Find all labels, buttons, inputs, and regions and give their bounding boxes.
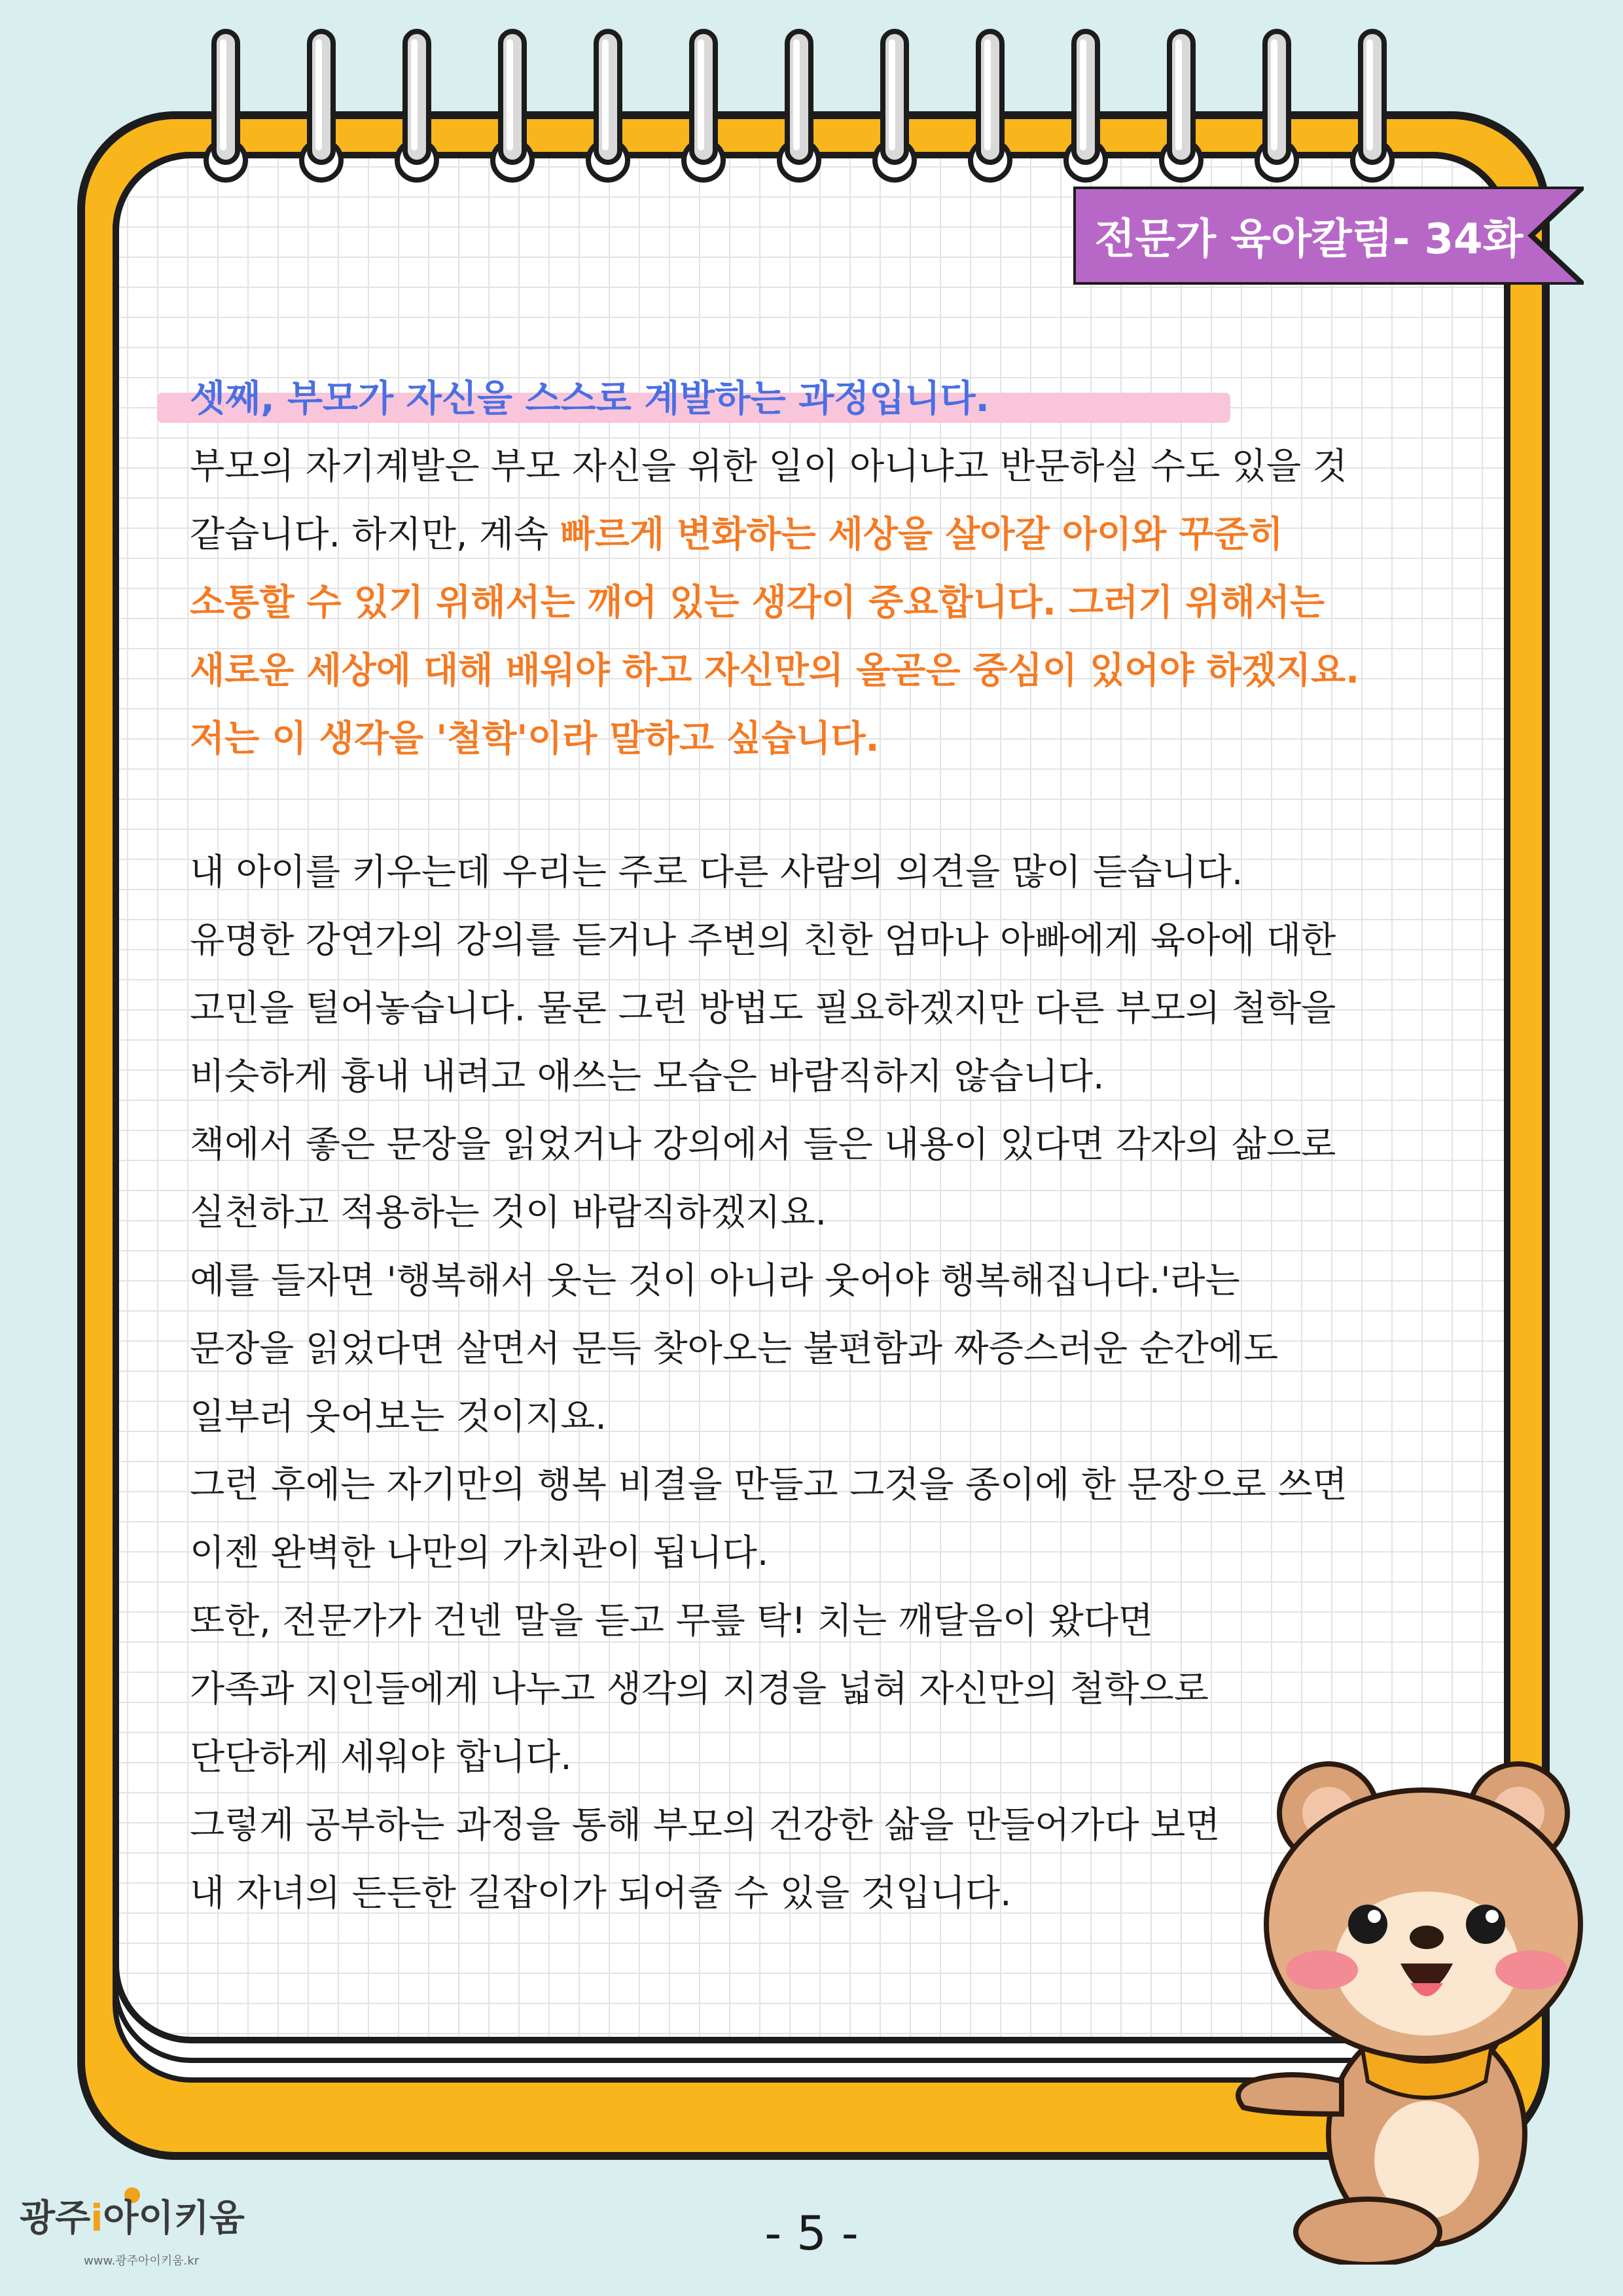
section-heading-wrap [190, 367, 1433, 432]
spiral-ring-icon [579, 26, 637, 190]
paragraph-gap [190, 772, 1433, 838]
spiral-rings [196, 26, 1427, 190]
brand-url: www.광주아이키움.kr [84, 2254, 200, 2268]
body-line: 유명한 강연가의 강의를 듣거나 주변의 친한 엄마나 아빠에게 육아에 대한 [190, 919, 1336, 961]
intro-line [190, 636, 1433, 704]
body-line: 그런 후에는 자기만의 행복 비결을 만들고 그것을 종이에 한 문장으로 쓰면 [190, 1463, 1347, 1505]
body-line: 예를 들자면 '행복해서 웃는 것이 아니라 웃어야 행복해집니다.'라는 [190, 1259, 1240, 1301]
episode-badge-label: 전문가 육아칼럼- 34화 [1094, 215, 1524, 264]
logo-prefix: 광주 [20, 2197, 91, 2240]
logo-i: i [90, 2197, 103, 2240]
intro-paragraph [190, 432, 1433, 772]
spiral-ring-icon [961, 26, 1020, 190]
spiral-ring-icon [387, 26, 446, 190]
body-line: 실천하고 적용하는 것이 바람직하겠지요. [190, 1191, 827, 1233]
body-line: 그렇게 공부하는 과정을 통해 부모의 건강한 삶을 만들어가다 보면 [190, 1804, 1221, 1846]
spiral-ring-icon [196, 26, 255, 190]
body-line: 또한, 전문가가 건넨 말을 듣고 무릎 탁! 치는 깨달음이 왔다면 [190, 1600, 1153, 1641]
spiral-ring-icon [1247, 26, 1306, 190]
body-line: 일부러 웃어보는 것이지요. [190, 1395, 607, 1437]
emphasis-text: 새로운 세상에 대해 배워야 하고 자신만의 올곧은 중심이 있어야 하겠지요. [190, 649, 1360, 691]
spiral-ring-icon [770, 26, 829, 190]
spiral-ring-icon [674, 26, 733, 190]
emphasis-text: 저는 이 생각을 '철학'이라 말하고 싶습니다. [190, 717, 880, 759]
body-line: 책에서 좋은 문장을 읽었거나 강의에서 들은 내용이 있다면 각자의 삶으로 [190, 1123, 1336, 1165]
page-number: - 5 - [764, 2206, 859, 2261]
plain-text: 같습니다. 하지만, 계속 [190, 513, 560, 555]
body-line: 가족과 지인들에게 나누고 생각의 지경을 넓혀 자신만의 철학으로 [190, 1668, 1209, 1710]
spiral-ring-icon [1056, 26, 1115, 190]
spiral-ring-icon [865, 26, 924, 190]
emphasis-text: 빠르게 변화하는 세상을 살아갈 아이와 꾸준히 [560, 513, 1283, 555]
spiral-ring-icon [1343, 26, 1402, 190]
plain-text: 부모의 자기계발은 부모 자신을 위한 일이 아니냐고 반문하실 수도 있을 것 [190, 445, 1347, 487]
body-line: 비슷하게 흉내 내려고 애쓰는 모습은 바람직하지 않습니다. [190, 1055, 1105, 1097]
spiral-ring-icon [1152, 26, 1211, 190]
intro-line [190, 568, 1433, 636]
spiral-ring-icon [292, 26, 351, 190]
body-line: 문장을 읽었다면 살면서 문득 찾아오는 불편함과 짜증스러운 순간에도 [190, 1327, 1279, 1369]
article-content [190, 367, 1433, 1927]
section-heading: 셋째, 부모가 자신을 스스로 계발하는 과정입니다. [190, 378, 990, 420]
logo-suffix: 아이키움 [103, 2197, 245, 2240]
body-line: 내 아이를 키우는데 우리는 주로 다른 사람의 의견을 많이 듣습니다. [190, 851, 1243, 893]
intro-line [190, 432, 1433, 500]
body-line: 단단하게 세워야 합니다. [190, 1736, 572, 1778]
body-line: 고민을 털어놓습니다. 물론 그런 방법도 필요하겠지만 다른 부모의 철학을 [190, 987, 1336, 1029]
emphasis-text: 소통할 수 있기 위해서는 깨어 있는 생각이 중요합니다. 그러기 위해서는 [190, 581, 1325, 623]
quokka-mascot-icon [1230, 1715, 1597, 2265]
intro-line [190, 500, 1433, 568]
body-line: 이젠 완벽한 나만의 가치관이 됩니다. [190, 1532, 769, 1573]
brand-logo [20, 2189, 245, 2242]
intro-line [190, 704, 1433, 772]
body-line: 내 자녀의 든든한 길잡이가 되어줄 수 있을 것입니다. [190, 1872, 1012, 1914]
spiral-ring-icon [483, 26, 542, 190]
